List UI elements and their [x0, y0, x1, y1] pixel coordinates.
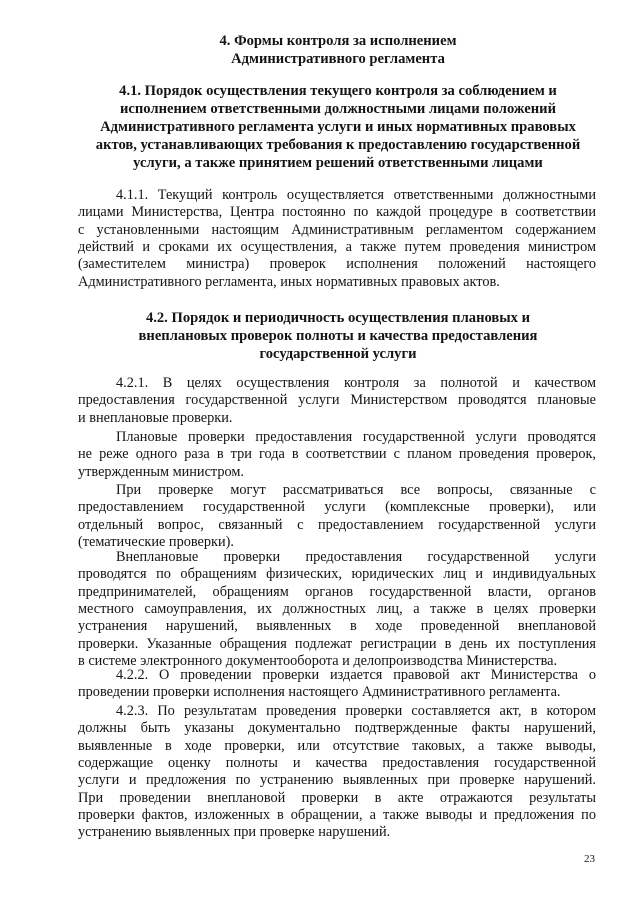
text-line: отдельный вопрос, связанный с предоставлением государственной услуги — [78, 516, 596, 533]
paragraph-planned-checks — [78, 429, 596, 481]
text-line: предоставления государственной услуги Министерством проводятся плановые — [78, 392, 596, 409]
text-line: При проверке могут рассматриваться все вопросы, связанные с — [116, 482, 596, 498]
paragraph-unplanned-checks — [78, 549, 596, 670]
text-line: Административного регламента, иных нормативных правовых актов. — [78, 273, 500, 290]
text-line: в системе электронного документооборота и делопроизводства Министерства. — [78, 653, 558, 670]
text-line: При проведении внеплановой проверки в акте отражаются результаты — [78, 789, 596, 806]
text-line: не реже одного раза в три года в соответствии с планом проведения проверок, — [78, 446, 596, 463]
paragraph-4-2-2 — [78, 667, 596, 702]
text-line: проверки фактов, изложенных в обращении, а также выводы и предложения по — [78, 807, 596, 824]
paragraph-4-2-1 — [78, 375, 596, 427]
text-line: действий и сроками их осуществления, а также путем проведения министром — [78, 239, 596, 256]
subsection-2-title-line: внеплановых проверок полноты и качества предоставления — [138, 328, 538, 344]
text-line: местного самоуправления, их должностных лиц, а также в целях проверки — [78, 601, 596, 618]
text-line: устранения нарушений, выявленных в ходе проведенной внеплановой — [78, 618, 596, 635]
subsection-1-title-line: услуги, а также принятием решений ответственными лицами — [133, 155, 543, 171]
section-title — [78, 32, 598, 68]
section-title-line: Административного регламента — [231, 51, 445, 67]
paragraph-4-1-1 — [78, 187, 596, 291]
text-line: лицами Министерства, Центра постоянно по каждой процедуре в соответствии — [78, 204, 596, 221]
text-line: должны быть указаны документально подтвержденные факты нарушений, — [78, 720, 596, 737]
subsection-1-title-line: актов, устанавливающих требования к предоставлению государственной — [95, 137, 581, 153]
text-line: устранению выявленных при проверке нарушений. — [78, 824, 391, 841]
text-line: утвержденным министром. — [78, 463, 244, 480]
subsection-1-title-line: исполнением ответственными должностными лицами положений — [120, 101, 556, 117]
text-line: 4.2.2. О проведении проверки издается правовой акт Министерства о — [116, 667, 596, 683]
text-line: (тематические проверки). — [78, 534, 234, 551]
text-line: Внеплановые проверки предоставления государственной услуги — [116, 549, 596, 565]
text-line: и внеплановые проверки. — [78, 409, 233, 426]
text-line: услуги и предложения по устранению выявленных при проверке нарушений. — [78, 772, 596, 789]
subsection-2-title — [78, 309, 598, 363]
text-line: предоставлением государственной услуги (комплексные проверки), или — [78, 499, 596, 516]
subsection-2-title-line: 4.2. Порядок и периодичность осуществления плановых и — [145, 310, 531, 326]
subsection-1-title-line: 4.1. Порядок осуществления текущего контроля за соблюдением и — [119, 83, 557, 99]
subsection-2-title-line: государственной услуги — [259, 346, 417, 362]
text-line: Плановые проверки предоставления государственной услуги проводятся — [116, 429, 596, 445]
text-line: предпринимателей, обращениям органов государственной власти, органов — [78, 583, 596, 600]
paragraph-check-scope — [78, 482, 596, 551]
text-line: 4.2.1. В целях осуществления контроля за полнотой и качеством — [116, 375, 596, 391]
text-line: 4.1.1. Текущий контроль осуществляется ответственными должностными — [116, 187, 596, 203]
text-line: (заместителем министра) проверок исполнения положений настоящего — [78, 256, 596, 273]
text-line: проведении проверки исполнения настоящего Административного регламента. — [78, 684, 561, 701]
text-line: проводятся по обращениям физических, юридических лиц и индивидуальных — [78, 566, 596, 583]
text-line: содержащие оценку полноты и качества предоставления государственной — [78, 755, 596, 772]
text-line: с установленными настоящим Административным регламентом содержанием — [78, 221, 596, 238]
subsection-1-title — [78, 82, 598, 172]
page-number: 23 — [584, 853, 595, 865]
paragraph-4-2-3 — [78, 703, 596, 842]
text-line: проверки. Указанные обращения подлежат регистрации в день их поступления — [78, 635, 596, 652]
subsection-1-title-line: Административного регламента услуги и иных нормативных правовых — [100, 119, 576, 135]
section-title-line: 4. Формы контроля за исполнением — [219, 33, 457, 49]
text-line: 4.2.3. По результатам проведения проверки составляется акт, в котором — [116, 703, 596, 719]
text-line: выявленные в ходе проверки, или отсутствие таковых, а также выводы, — [78, 737, 596, 754]
